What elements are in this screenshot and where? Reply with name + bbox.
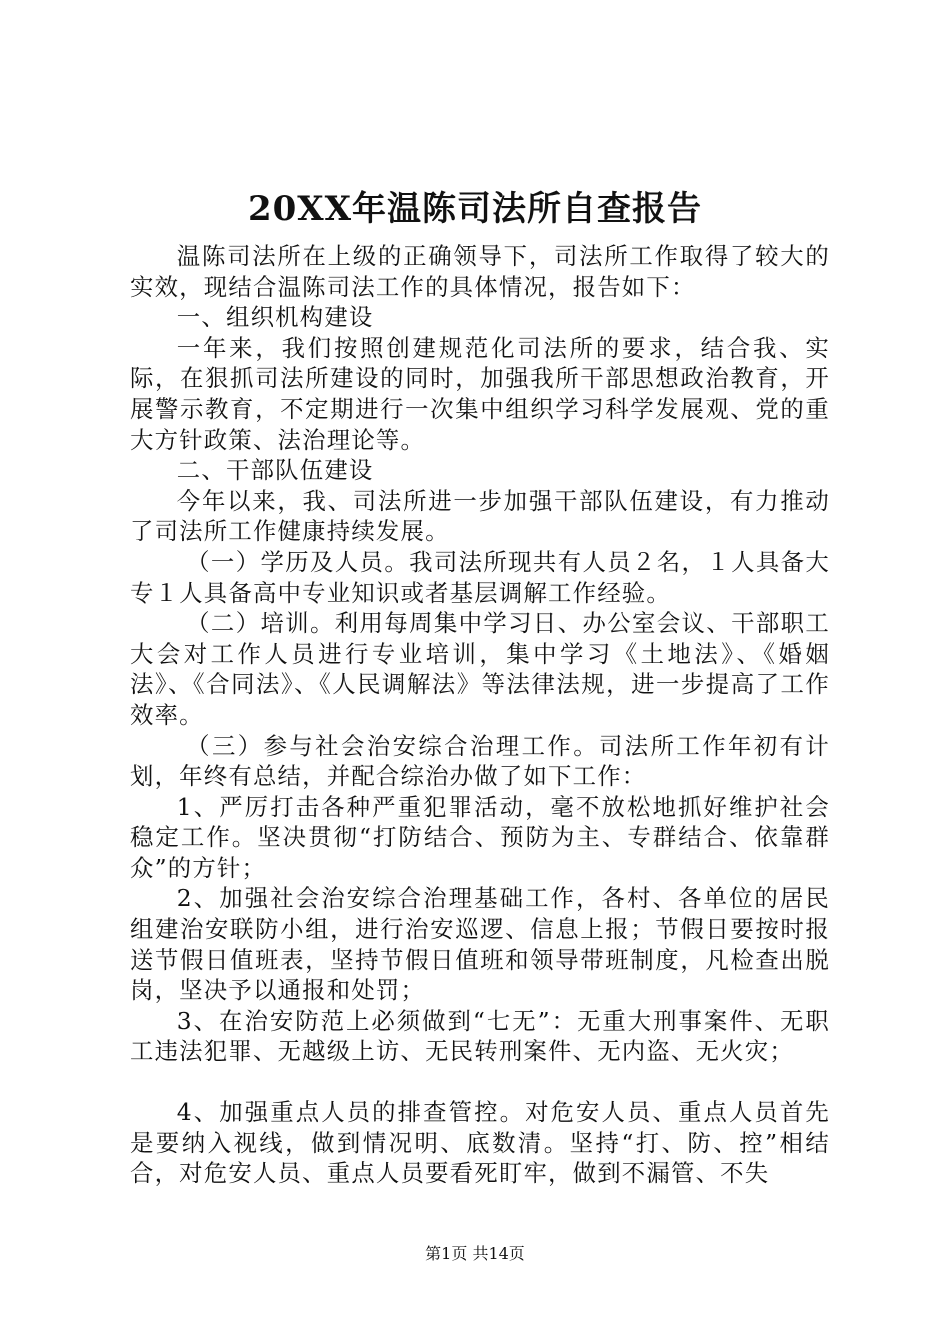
intro-paragraph: 温陈司法所在上级的正确领导下，司法所工作取得了较大的实效，现结合温陈司法工作的具体情况，报告如下： (130, 242, 830, 301)
list-item-seven-nos: 3、在治安防范上必须做到“七无”：无重大刑事案件、无职工违法犯罪、无越级上访、无民转刑案件、无内盗、无火灾； (130, 1006, 830, 1066)
subsection-education-staffing: （一）学历及人员。我司法所现共有人员２名，１人具备大专１人具备高中专业知识或者基层调解工作经验。 (130, 547, 830, 607)
list-item-basic-work: 2、加强社会治安综合治理基础工作，各村、各单位的居民组建治安联防小组，进行治安巡逻、信息上报；节假日要按时报送节假日值班表，坚持节假日值班和领导带班制度，凡检查出脱岗，坚决予以通报和处罚； (130, 884, 830, 1005)
section-heading-staff: 二、干部队伍建设 (176, 456, 374, 485)
organization-paragraph: 一年来，我们按照创建规范化司法所的要求，结合我、实际，在狠抓司法所建设的同时，加强我所干部思想政治教育，开展警示教育，不定期进行一次集中组织学习科学发展观、党的重大方针政策、法治理论等。 (130, 333, 830, 454)
list-item-key-persons: 4、加强重点人员的排查管控。对危安人员、重点人员首先是要纳入视线，做到情况明、底数清。坚持“打、防、控”相结合，对危安人员、重点人员要看死盯牢，做到不漏管、不失 (130, 1098, 830, 1188)
page-footer: 第1页 共14页 (425, 1244, 525, 1263)
subsection-public-security: （三）参与社会治安综合治理工作。司法所工作年初有计划，年终有总结，并配合综治办做了如下工作： (130, 731, 830, 791)
staff-paragraph: 今年以来，我、司法所进一步加强干部队伍建设，有力推动了司法所工作健康持续发展。 (130, 486, 830, 546)
list-item-crime-crackdown: 1、严厉打击各种严重犯罪活动，毫不放松地抓好维护社会稳定工作。坚决贯彻“打防结合、预防为主、专群结合、依靠群众”的方针； (130, 792, 830, 882)
subsection-training: （二）培训。利用每周集中学习日、办公室会议、干部职工大会对工作人员进行专业培训，集中学习《土地法》、《婚姻法》、《合同法》、《人民调解法》等法律法规，进一步提高了工作效率。 (130, 609, 830, 729)
section-heading-organization: 一、组织机构建设 (176, 303, 374, 332)
document-title: 20XX年温陈司法所自查报告 (247, 189, 703, 229)
document-body (130, 241, 830, 1189)
